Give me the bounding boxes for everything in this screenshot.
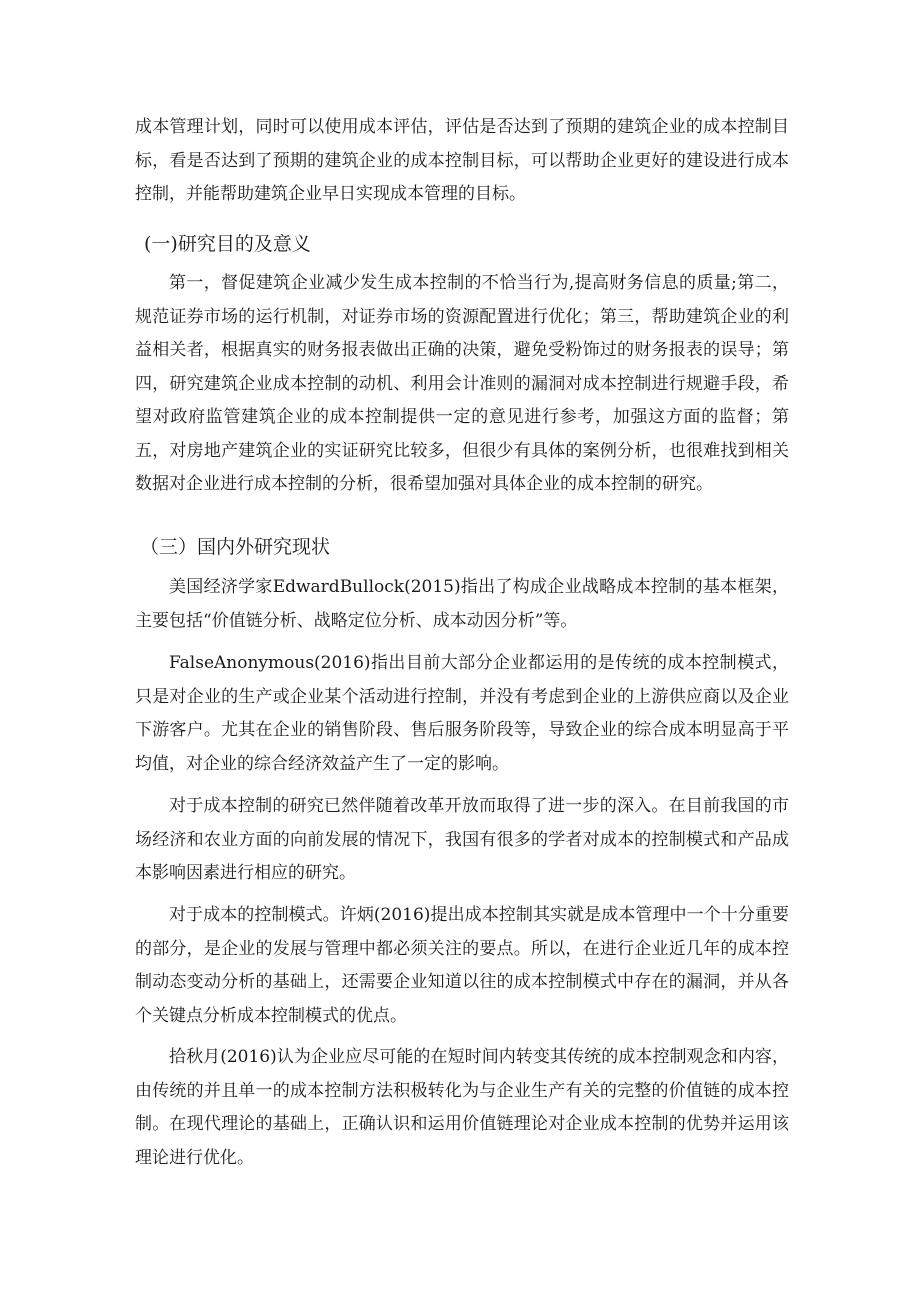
paragraph-research-purpose: 第一，督促建筑企业减少发生成本控制的不恰当行为,提高财务信息的质量;第二，规范证券市场的运行机制，对证券市场的资源配置进行优化；第三，帮助建筑企业的利益相关者，根据真实的财务报表做出正确的决策，避免受粉饰过的财务报表的误导；第四，研究建筑企业成本控制的动机、利用会计准则的漏洞对成本控制进行规避手段，希望对政府监管建筑企业的成本控制提供一定的意见进行参考，加强这方面的监督；第五，对房地产建筑企业的实证研究比较多，但很少有具体的案例分析，也很难找到相关数据对企业进行成本控制的分析，很希望加强对具体企业的成本控制的研究。 [135, 273, 789, 494]
section-heading-research-status: （三）国内外研究现状 [140, 536, 331, 558]
paragraph-shi-qiuyue: 拾秋月(2016)认为企业应尽可能的在短时间内转变其传统的成本控制观念和内容，由传统的并且单一的成本控制方法积极转化为与企业生产有关的完整的价值链的成本控制。在现代理论的基础上，正确认识和运用价值链理论对企业成本控制的优势并运用该理论进行优化。 [135, 1047, 789, 1168]
paragraph-cost-management-plan: 成本管理计划，同时可以使用成本评估，评估是否达到了预期的建筑企业的成本控制目标，看是否达到了预期的建筑企业的成本控制目标，可以帮助企业更好的建设进行成本控制，并能帮助建筑企业早日实现成本管理的目标。 [135, 117, 789, 204]
paragraph-xu-bing: 对于成本的控制模式。许炳(2016)提出成本控制其实就是成本管理中一个十分重要的部分，是企业的发展与管理中都必须关注的要点。所以，在进行企业近几年的成本控制动态变动分析的基础上，还需要企业知道以往的成本控制模式中存在的漏洞，并从各个关键点分析成本控制模式的优点。 [135, 905, 789, 1026]
paragraph-edward-bullock: 美国经济学家EdwardBullock(2015)指出了构成企业战略成本控制的基本框架，主要包括“价值链分析、战略定位分析、成本动因分析”等。 [135, 577, 789, 631]
paragraph-domestic-research: 对于成本控制的研究已然伴随着改革开放而取得了进一步的深入。在目前我国的市场经济和农业方面的向前发展的情况下，我国有很多的学者对成本的控制模式和产品成本影响因素进行相应的研究。 [135, 796, 789, 883]
section-heading-purpose-significance: (一)研究目的及意义 [144, 233, 311, 255]
paragraph-false-anonymous: FalseAnonymous(2016)指出目前大部分企业都运用的是传统的成本控制模式，只是对企业的生产或企业某个活动进行控制，并没有考虑到企业的上游供应商以及企业下游客户。尤其在企业的销售阶段、售后服务阶段等，导致企业的综合成本明显高于平均值，对企业的综合经济效益产生了一定的影响。 [135, 653, 789, 774]
